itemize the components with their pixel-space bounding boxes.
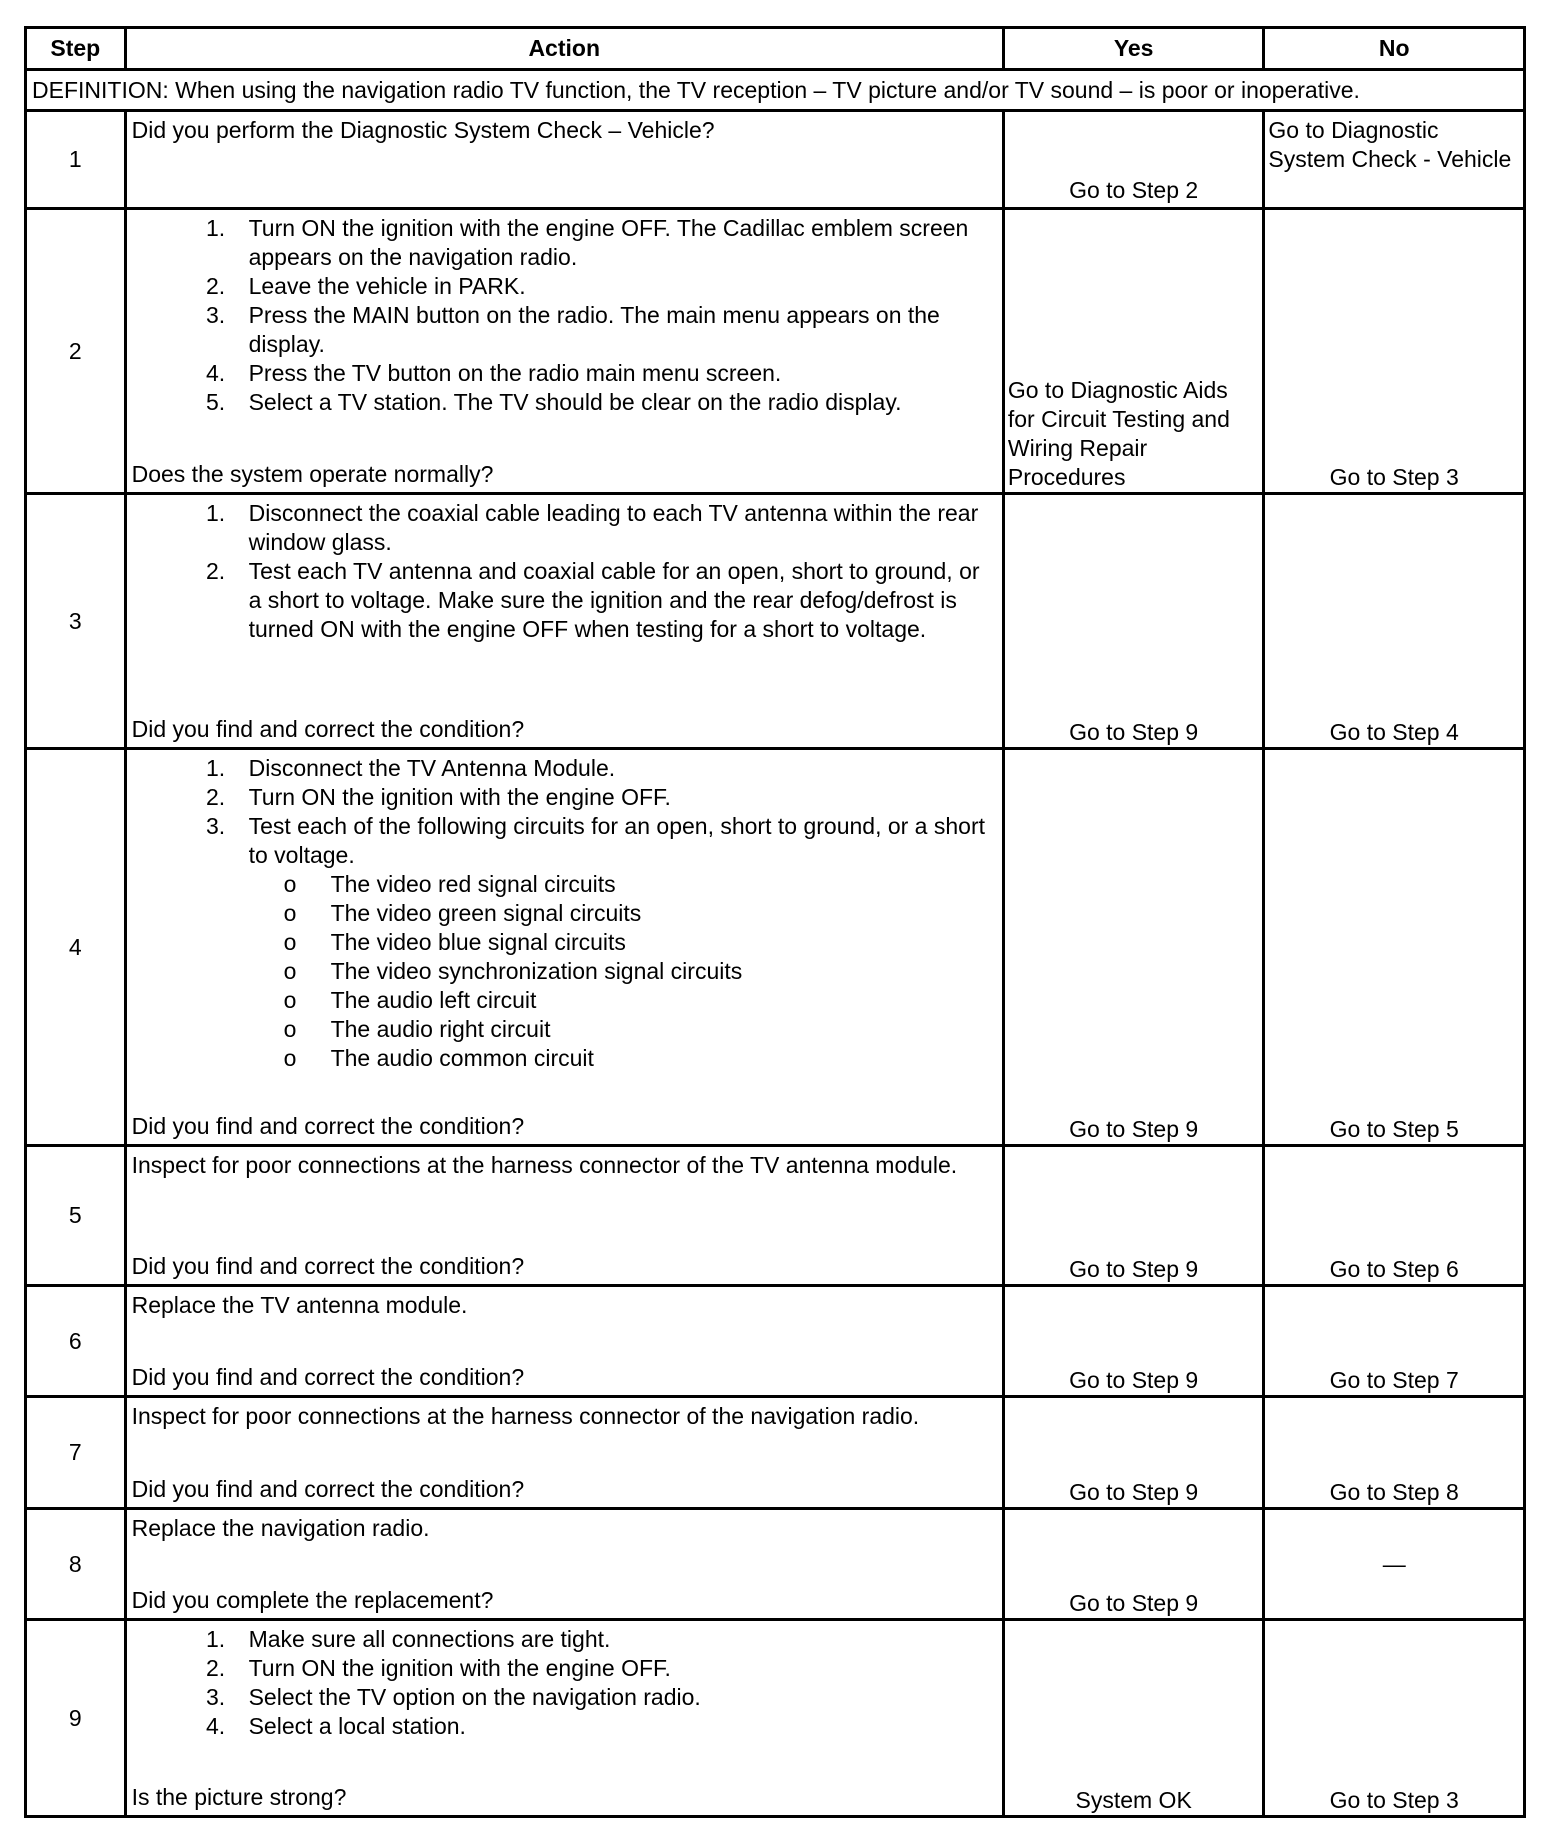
action-question: Did you find and correct the condition? bbox=[131, 1476, 525, 1502]
step-number: 4 bbox=[26, 749, 126, 1146]
list-item: 2. Turn ON the ignition with the engine OFF. bbox=[232, 1654, 997, 1683]
no-result: Go to Step 3 bbox=[1264, 1620, 1525, 1817]
step-number: 3 bbox=[26, 494, 126, 749]
definition-row bbox=[26, 70, 1525, 111]
action-question: Did you find and correct the condition? bbox=[131, 1253, 525, 1279]
action-text: Replace the navigation radio. bbox=[131, 1515, 430, 1541]
action-steps bbox=[132, 499, 997, 644]
list-item: 1. Make sure all connections are tight. bbox=[232, 1625, 997, 1654]
yes-result: Go to Step 9 bbox=[1003, 749, 1264, 1146]
list-item: 2. Leave the vehicle in PARK. bbox=[232, 272, 997, 301]
no-result: Go to Step 5 bbox=[1264, 749, 1525, 1146]
step-number: 7 bbox=[26, 1397, 126, 1509]
table-row bbox=[26, 1146, 1525, 1286]
no-result: Go to Step 6 bbox=[1264, 1146, 1525, 1286]
action-question: Did you find and correct the condition? bbox=[131, 716, 525, 742]
list-item-text: Test each of the following circuits for an open, short to ground, or a short to voltage. bbox=[248, 813, 985, 868]
step-number: 9 bbox=[26, 1620, 126, 1817]
no-result: Go to Step 7 bbox=[1264, 1286, 1525, 1397]
action-steps bbox=[132, 1625, 997, 1741]
action-cell bbox=[125, 1397, 1003, 1509]
yes-result: Go to Step 9 bbox=[1003, 1397, 1264, 1509]
yes-result: Go to Step 9 bbox=[1003, 1286, 1264, 1397]
action-question: Does the system operate normally? bbox=[131, 461, 494, 487]
action-question: Did you complete the replacement? bbox=[131, 1587, 494, 1613]
list-item bbox=[232, 812, 997, 1073]
action-steps bbox=[132, 214, 997, 417]
circuit-item: o The video blue signal circuits bbox=[331, 928, 997, 957]
list-item: 2. Turn ON the ignition with the engine OFF. bbox=[232, 783, 997, 812]
table-row bbox=[26, 111, 1525, 209]
list-item: 3. Press the MAIN button on the radio. The main menu appears on the display. bbox=[232, 301, 997, 359]
action-text: Did you perform the Diagnostic System Check – Vehicle? bbox=[131, 117, 715, 143]
circuit-item: o The video green signal circuits bbox=[331, 899, 997, 928]
step-number: 6 bbox=[26, 1286, 126, 1397]
step-number: 1 bbox=[26, 111, 126, 209]
yes-result: Go to Step 9 bbox=[1003, 494, 1264, 749]
action-cell bbox=[125, 494, 1003, 749]
step-number: 5 bbox=[26, 1146, 126, 1286]
list-item: 4. Press the TV button on the radio main menu screen. bbox=[232, 359, 997, 388]
step-number: 8 bbox=[26, 1509, 126, 1620]
circuit-item: o The audio left circuit bbox=[331, 986, 997, 1015]
table-row bbox=[26, 1620, 1525, 1817]
definition-text: DEFINITION: When using the navigation radio TV function, the TV reception – TV picture and/or TV sound – is poor or inoperative. bbox=[26, 70, 1525, 111]
no-result: — bbox=[1264, 1509, 1525, 1620]
header-yes: Yes bbox=[1003, 28, 1264, 70]
table-row bbox=[26, 1286, 1525, 1397]
table-row bbox=[26, 1509, 1525, 1620]
yes-result: Go to Step 9 bbox=[1003, 1146, 1264, 1286]
action-text: Replace the TV antenna module. bbox=[131, 1292, 468, 1318]
no-result: Go to Step 8 bbox=[1264, 1397, 1525, 1509]
action-cell bbox=[125, 1620, 1003, 1817]
action-cell bbox=[125, 1509, 1003, 1620]
list-item: 1. Disconnect the TV Antenna Module. bbox=[232, 754, 997, 783]
action-cell bbox=[125, 209, 1003, 494]
list-item: 1. Turn ON the ignition with the engine OFF. The Cadillac emblem screen appears on the navigation radio. bbox=[232, 214, 997, 272]
circuit-item: o The audio right circuit bbox=[331, 1015, 997, 1044]
table-row bbox=[26, 209, 1525, 494]
action-text: Inspect for poor connections at the harness connector of the TV antenna module. bbox=[131, 1152, 958, 1178]
circuit-item: o The video synchronization signal circuits bbox=[331, 957, 997, 986]
list-item: 3. Select the TV option on the navigation radio. bbox=[232, 1683, 997, 1712]
no-result: Go to Diagnostic System Check - Vehicle bbox=[1264, 111, 1525, 209]
yes-result: Go to Diagnostic Aids for Circuit Testing and Wiring Repair Procedures bbox=[1003, 209, 1264, 494]
circuit-item: o The video red signal circuits bbox=[331, 870, 997, 899]
yes-result: System OK bbox=[1003, 1620, 1264, 1817]
action-question: Is the picture strong? bbox=[131, 1784, 347, 1810]
table-row bbox=[26, 494, 1525, 749]
list-item: 4. Select a local station. bbox=[232, 1712, 997, 1741]
action-text: Inspect for poor connections at the harness connector of the navigation radio. bbox=[131, 1403, 920, 1429]
action-cell bbox=[125, 1146, 1003, 1286]
step-number: 2 bbox=[26, 209, 126, 494]
action-cell bbox=[125, 749, 1003, 1146]
header-row bbox=[26, 28, 1525, 70]
circuit-item: o The audio common circuit bbox=[331, 1044, 997, 1073]
table-row bbox=[26, 749, 1525, 1146]
header-step: Step bbox=[26, 28, 126, 70]
header-no: No bbox=[1264, 28, 1525, 70]
no-result: Go to Step 3 bbox=[1264, 209, 1525, 494]
yes-result: Go to Step 2 bbox=[1003, 111, 1264, 209]
list-item: 2. Test each TV antenna and coaxial cable for an open, short to ground, or a short to voltage. Make sure the ignition and the rear defog/defrost is turned ON with the engine OFF when testing for a short to voltage. bbox=[232, 557, 997, 644]
list-item: 1. Disconnect the coaxial cable leading to each TV antenna within the rear window glass. bbox=[232, 499, 997, 557]
table-row bbox=[26, 1397, 1525, 1509]
action-question: Did you find and correct the condition? bbox=[131, 1113, 525, 1139]
header-action: Action bbox=[125, 28, 1003, 70]
yes-result: Go to Step 9 bbox=[1003, 1509, 1264, 1620]
diagnostic-table bbox=[24, 26, 1526, 1818]
action-steps bbox=[132, 754, 997, 1073]
action-cell bbox=[125, 1286, 1003, 1397]
action-question: Did you find and correct the condition? bbox=[131, 1364, 525, 1390]
circuit-list bbox=[249, 870, 997, 1073]
action-cell bbox=[125, 111, 1003, 209]
list-item: 5. Select a TV station. The TV should be clear on the radio display. bbox=[232, 388, 997, 417]
no-result: Go to Step 4 bbox=[1264, 494, 1525, 749]
